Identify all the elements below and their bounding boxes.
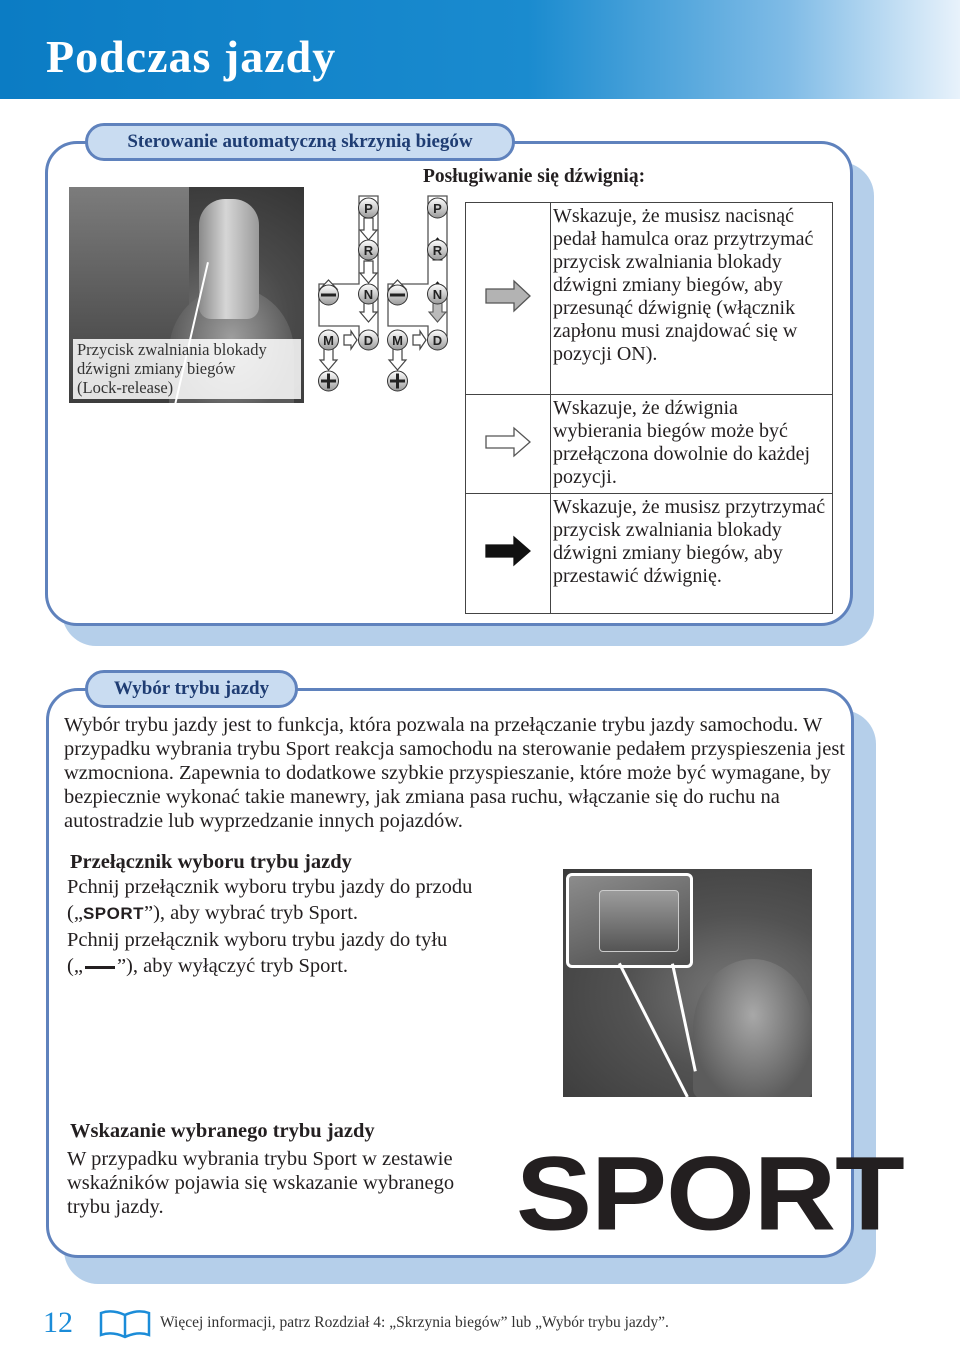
legend-symbol-cell xyxy=(466,203,551,395)
switch-line: Pchnij przełącznik wyboru trybu jazdy do przodu xyxy=(67,876,473,898)
gear-label-p: P xyxy=(433,201,442,216)
drive-mode-switch-shape xyxy=(599,890,679,952)
shift-boot-shape xyxy=(693,959,812,1097)
shift-knob-shape xyxy=(199,199,259,319)
drive-mode-switch-photo xyxy=(563,869,812,1097)
minus-icon xyxy=(390,294,405,297)
legend-row xyxy=(466,203,833,395)
page-title: Podczas jazdy xyxy=(46,31,337,82)
lock-release-caption xyxy=(73,339,301,399)
caption-line: Przycisk zwalniania blokady xyxy=(77,340,267,359)
plus-icon-v xyxy=(396,374,399,389)
legend-text: Wskazuje, że musisz przytrzymać przycisk zwalniania blokady dźwigni zmiany biegów, aby przestawić dźwignię. xyxy=(551,494,833,614)
normal-mode-dash-icon xyxy=(85,966,115,969)
indicator-line: wskaźników pojawia się wskazanie wybranego xyxy=(67,1172,455,1194)
indicator-heading: Wskazanie wybranego trybu jazdy xyxy=(70,1120,375,1142)
legend-text: Wskazuje, że dźwignia wybierania biegów może być przełączona dowolnie do każdej pozycji. xyxy=(551,395,833,494)
page-header xyxy=(0,0,960,99)
indicator-text xyxy=(67,1147,507,1219)
switch-line xyxy=(67,900,537,927)
legend-text: Wskazuje, że musisz nacisnąć pedał hamulca oraz przytrzymać przycisk zwalniania blokady dźwigni zmiany biegów, aby przesunąć dźwignię (włącznik zapłonu musi znajdować się w pozycji ON). xyxy=(551,203,833,395)
caption-line: dźwigni zmiany biegów xyxy=(77,359,236,378)
legend-heading: Posługiwanie się dźwignią: xyxy=(423,166,646,187)
page-number: 12 xyxy=(43,1306,73,1339)
gear-label-r: R xyxy=(363,243,374,258)
switch-line: Pchnij przełącznik wyboru trybu jazdy do tyłu xyxy=(67,929,448,951)
book-icon xyxy=(98,1309,152,1339)
legend-row xyxy=(466,395,833,494)
lever-legend-table xyxy=(465,202,833,614)
drive-mode-intro: Wybór trybu jazdy jest to funkcja, która pozwala na przełączanie trybu jazdy samochodu. W przypadku wybrania trybu Sport reakcja samochodu na sterowanie pedałem przyspieszenia jest wzmocniona. Zapewnia to dodatkowe szybkie przyspieszanie, które może być wymagane, by bezpiecznie wykonać takie manewry, jak zmiana pasa ruchu, włączanie się do ruchu na autostradzie lub wyprzedzanie innych pojazdów. xyxy=(64,714,846,832)
shift-pattern-diagram xyxy=(310,188,460,400)
legend-symbol-cell xyxy=(466,395,551,494)
section1-tab: Sterowanie automatyczną skrzynią biegów xyxy=(85,123,515,161)
gear-label-p: P xyxy=(364,201,373,216)
footer-note: Więcej informacji, patrz Rozdział 4: „Skrzynia biegów” lub „Wybór trybu jazdy”. xyxy=(160,1314,669,1331)
gear-label-n: N xyxy=(363,287,374,302)
section2-tab: Wybór trybu jazdy xyxy=(85,670,298,708)
plus-icon-v xyxy=(327,374,330,389)
switch-line-tail: ”), aby wybrać tryb Sport. xyxy=(144,902,359,924)
switch-instructions xyxy=(67,874,537,979)
outline-arrow-icon xyxy=(484,425,532,459)
legend-symbol-cell xyxy=(466,494,551,614)
gear-label-d: D xyxy=(432,333,443,348)
gear-label-r: R xyxy=(432,243,443,258)
gray-arrow-icon xyxy=(484,279,532,313)
sport-indicator: SPORT xyxy=(516,1135,904,1253)
switch-heading: Przełącznik wyboru trybu jazdy xyxy=(70,851,352,873)
quote-open: („ xyxy=(67,902,83,924)
quote-open: („ xyxy=(67,955,83,977)
switch-closeup-inset xyxy=(566,873,693,968)
caption-line: (Lock-release) xyxy=(77,378,174,397)
gear-label-d: D xyxy=(363,333,374,348)
black-arrow-icon xyxy=(484,534,532,568)
indicator-line: trybu jazdy. xyxy=(67,1196,164,1218)
gear-label-n: N xyxy=(432,287,443,302)
indicator-line: W przypadku wybrania trybu Sport w zestawie xyxy=(67,1148,453,1170)
gear-label-m: M xyxy=(392,333,403,348)
legend-row xyxy=(466,494,833,614)
sport-switch-label: SPORT xyxy=(82,904,144,923)
gear-label-m: M xyxy=(323,333,334,348)
minus-icon xyxy=(321,294,336,297)
switch-line-tail: ”), aby wyłączyć tryb Sport. xyxy=(116,955,349,977)
switch-line xyxy=(67,953,537,979)
